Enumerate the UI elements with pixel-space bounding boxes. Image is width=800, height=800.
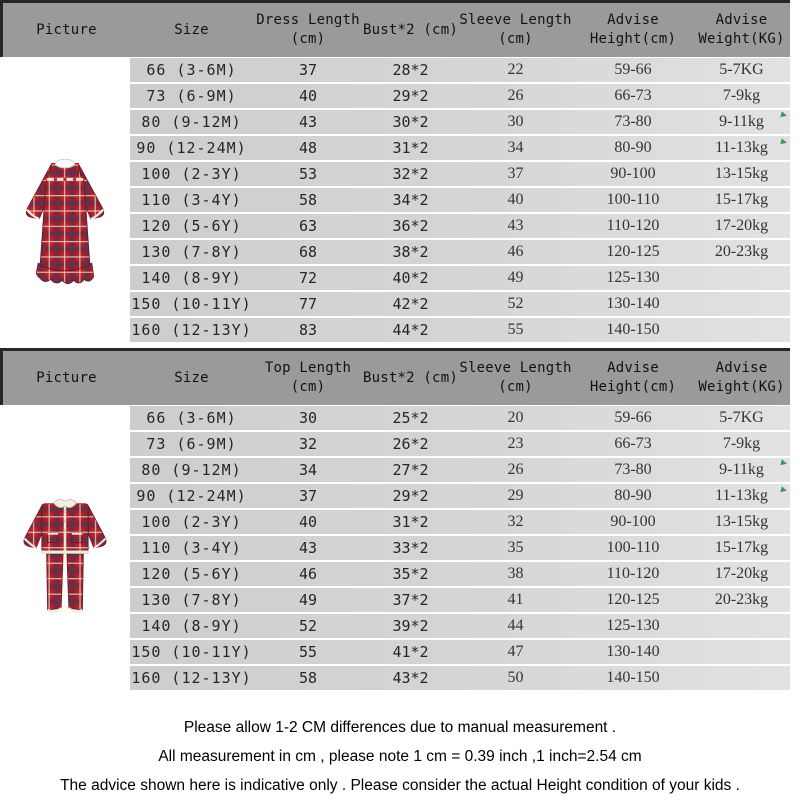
table-cell: 13-15kg	[714, 165, 769, 182]
note-line-2: All measurement in cm , please note 1 cm = 0.39 inch ,1 inch=2.54 cm	[158, 748, 642, 765]
column-header: Dress Length (cm)	[256, 12, 360, 47]
table-row	[130, 292, 790, 316]
table-cell: 80 (9-12M)	[141, 461, 242, 479]
table-cell: 43	[507, 217, 524, 234]
size-table-dress	[0, 0, 790, 344]
table-cell: 48	[298, 139, 318, 157]
size-table-pajamas	[0, 348, 790, 692]
table-cell: 36*2	[392, 217, 429, 235]
table-cell: 28*2	[392, 61, 429, 79]
table-cell: 58	[298, 191, 318, 209]
table-cell: 73 (6-9M)	[146, 87, 237, 105]
product-photo-dress	[0, 58, 130, 344]
table-cell: 29*2	[392, 87, 429, 105]
table-row	[130, 136, 790, 160]
table-cell: 73-80	[614, 113, 652, 130]
column-header: Advise Weight(KG)	[698, 360, 785, 395]
table-cell: 32*2	[392, 165, 429, 183]
table-cell: 58	[298, 669, 318, 687]
table-cell: 33*2	[392, 539, 429, 557]
table-row	[130, 640, 790, 664]
table-row	[130, 562, 790, 586]
table-cell: 59-66	[614, 61, 652, 78]
table-cell: 34	[298, 461, 318, 479]
table-cell: 5-7KG	[719, 61, 764, 78]
table-cell: 130-140	[606, 295, 660, 312]
table-cell: 55	[507, 321, 524, 338]
table-cell: 47	[507, 643, 524, 660]
table-cell: 15-17kg	[714, 539, 769, 556]
table-cell: 125-130	[606, 617, 660, 634]
table-cell: 38	[507, 565, 524, 582]
table-cell: 140-150	[606, 669, 660, 686]
table-cell: 90 (12-24M)	[136, 487, 247, 505]
table-cell: 120 (5-6Y)	[141, 217, 242, 235]
table-cell: 150 (10-11Y)	[131, 295, 252, 313]
table-cell: 130 (7-8Y)	[141, 591, 242, 609]
column-header: Size	[174, 369, 209, 386]
table-cell: 20	[507, 409, 524, 426]
table-cell: 40	[507, 191, 524, 208]
table-cell	[693, 318, 790, 342]
table-cell: 13-15kg	[714, 513, 769, 530]
note-line-1: Please allow 1-2 CM differences due to manual measurement .	[183, 719, 617, 736]
table-cell: 9-11kg	[719, 461, 764, 478]
table-cell: 23	[507, 435, 524, 452]
table-cell: 44	[507, 617, 524, 634]
table-row	[130, 510, 790, 534]
column-header: Picture	[36, 21, 97, 38]
column-header: Advise Height(cm)	[589, 12, 677, 47]
table-cell: 83	[298, 321, 318, 339]
column-header: Advise Weight(KG)	[698, 12, 785, 47]
table-cell: 32	[298, 435, 318, 453]
table-cell: 150 (10-11Y)	[131, 643, 252, 661]
column-header: Sleeve Length (cm)	[459, 360, 572, 395]
table-cell: 37	[298, 487, 318, 505]
table-cell: 50	[507, 669, 524, 686]
table-cell: 31*2	[392, 513, 429, 531]
table-cell: 20-23kg	[714, 243, 769, 260]
table-rows	[130, 406, 790, 690]
table-row	[130, 458, 790, 482]
table-cell: 46	[298, 565, 318, 583]
column-header: Picture	[36, 369, 97, 386]
table-row	[130, 406, 790, 430]
table-row	[130, 214, 790, 238]
table-cell: 120-125	[606, 591, 660, 608]
table-cell: 43*2	[392, 669, 429, 687]
table-cell: 35*2	[392, 565, 429, 583]
table-cell: 140 (8-9Y)	[141, 269, 242, 287]
table-cell: 27*2	[392, 461, 429, 479]
table-cell: 66-73	[614, 87, 652, 104]
table-cell: 80 (9-12M)	[141, 113, 242, 131]
table-cell	[693, 614, 790, 638]
table-cell: 120 (5-6Y)	[141, 565, 242, 583]
table-cell: 77	[298, 295, 318, 313]
table-cell: 41*2	[392, 643, 429, 661]
table-row	[130, 240, 790, 264]
table-cell: 100 (2-3Y)	[141, 165, 242, 183]
table-cell: 29*2	[392, 487, 429, 505]
table-rows	[130, 58, 790, 342]
table-body	[0, 406, 790, 692]
table-cell: 140 (8-9Y)	[141, 617, 242, 635]
table-cell: 100-110	[606, 539, 660, 556]
table-cell: 80-90	[614, 487, 652, 504]
table-cell: 66 (3-6M)	[146, 409, 237, 427]
table-cell: 66 (3-6M)	[146, 61, 237, 79]
table-cell: 160 (12-13Y)	[131, 669, 252, 687]
table-cell: 42*2	[392, 295, 429, 313]
table-body	[0, 58, 790, 344]
table-row	[130, 588, 790, 612]
table-cell: 80-90	[614, 139, 652, 156]
plaid-pajama-icon	[7, 489, 123, 619]
table-cell: 22	[507, 61, 524, 78]
table-cell: 130 (7-8Y)	[141, 243, 242, 261]
table-cell: 63	[298, 217, 318, 235]
table-cell: 73-80	[614, 461, 652, 478]
table-row	[130, 188, 790, 212]
table-cell: 25*2	[392, 409, 429, 427]
table-cell: 100-110	[606, 191, 660, 208]
table-cell: 30	[298, 409, 318, 427]
table-cell: 11-13kg	[715, 139, 768, 156]
table-cell: 130-140	[606, 643, 660, 660]
table-cell: 44*2	[392, 321, 429, 339]
table-row	[130, 318, 790, 342]
table-cell: 15-17kg	[714, 191, 769, 208]
table-cell: 160 (12-13Y)	[131, 321, 252, 339]
column-header: Advise Height(cm)	[589, 360, 677, 395]
table-cell: 40*2	[392, 269, 429, 287]
table-cell: 37	[298, 61, 318, 79]
table-cell: 26	[507, 87, 524, 104]
table-cell: 90 (12-24M)	[136, 139, 247, 157]
table-cell: 55	[298, 643, 318, 661]
table-cell: 32	[507, 513, 524, 530]
table-cell: 140-150	[606, 321, 660, 338]
table-cell: 68	[298, 243, 318, 261]
footer-notes	[0, 713, 800, 800]
table-cell: 110-120	[606, 217, 660, 234]
table-cell: 38*2	[392, 243, 429, 261]
table-cell: 110 (3-4Y)	[141, 539, 242, 557]
table-row	[130, 84, 790, 108]
table-cell: 90-100	[610, 513, 656, 530]
table-cell: 26	[507, 461, 524, 478]
table-cell: 110 (3-4Y)	[141, 191, 242, 209]
column-header: Bust*2 (cm)	[363, 369, 458, 386]
table-row	[130, 110, 790, 134]
column-header: Sleeve Length (cm)	[459, 12, 572, 47]
table-cell	[693, 266, 790, 290]
table-cell: 100 (2-3Y)	[141, 513, 242, 531]
table-cell: 53	[298, 165, 318, 183]
plaid-dress-icon	[7, 154, 123, 288]
table-cell: 90-100	[610, 165, 656, 182]
table-row	[130, 432, 790, 456]
table-cell: 40	[298, 513, 318, 531]
table-cell: 120-125	[606, 243, 660, 260]
table-cell: 73 (6-9M)	[146, 435, 237, 453]
table-row	[130, 614, 790, 638]
table-cell: 66-73	[614, 435, 652, 452]
table-row	[130, 666, 790, 690]
table-cell: 9-11kg	[719, 113, 764, 130]
table-cell: 46	[507, 243, 524, 260]
table-cell: 7-9kg	[722, 435, 761, 452]
table-cell: 49	[298, 591, 318, 609]
column-header: Bust*2 (cm)	[363, 21, 458, 38]
table-cell: 37	[507, 165, 524, 182]
table-cell: 125-130	[606, 269, 660, 286]
table-cell: 41	[507, 591, 524, 608]
table-cell: 30*2	[392, 113, 429, 131]
product-photo-pajama-set	[0, 406, 130, 692]
table-row	[130, 266, 790, 290]
table-cell: 40	[298, 87, 318, 105]
table-cell	[693, 666, 790, 690]
table-cell: 49	[507, 269, 524, 286]
table-cell: 11-13kg	[715, 487, 768, 504]
note-line-3: The advice shown here is indicative only . Please consider the actual Height condition of your kids .	[60, 777, 740, 794]
table-cell: 52	[507, 295, 524, 312]
table-cell	[693, 292, 790, 316]
table-row	[130, 58, 790, 82]
table-cell: 26*2	[392, 435, 429, 453]
table-cell: 17-20kg	[714, 217, 769, 234]
table-cell: 34*2	[392, 191, 429, 209]
table-cell: 43	[298, 539, 318, 557]
table-cell: 59-66	[614, 409, 652, 426]
table-cell: 43	[298, 113, 318, 131]
table-header-row	[0, 348, 790, 405]
table-cell: 37*2	[392, 591, 429, 609]
table-cell: 35	[507, 539, 524, 556]
table-header-row	[0, 0, 790, 57]
table-cell: 34	[507, 139, 524, 156]
table-cell: 110-120	[606, 565, 660, 582]
column-header: Top Length (cm)	[264, 360, 352, 395]
table-cell: 5-7KG	[719, 409, 764, 426]
table-cell: 39*2	[392, 617, 429, 635]
table-cell: 72	[298, 269, 318, 287]
table-row	[130, 162, 790, 186]
table-cell: 7-9kg	[722, 87, 761, 104]
column-header: Size	[174, 21, 209, 38]
table-row	[130, 484, 790, 508]
table-cell: 29	[507, 487, 524, 504]
table-row	[130, 536, 790, 560]
table-cell	[693, 640, 790, 664]
table-cell: 31*2	[392, 139, 429, 157]
table-cell: 30	[507, 113, 524, 130]
table-cell: 20-23kg	[714, 591, 769, 608]
table-cell: 52	[298, 617, 318, 635]
table-cell: 17-20kg	[714, 565, 769, 582]
